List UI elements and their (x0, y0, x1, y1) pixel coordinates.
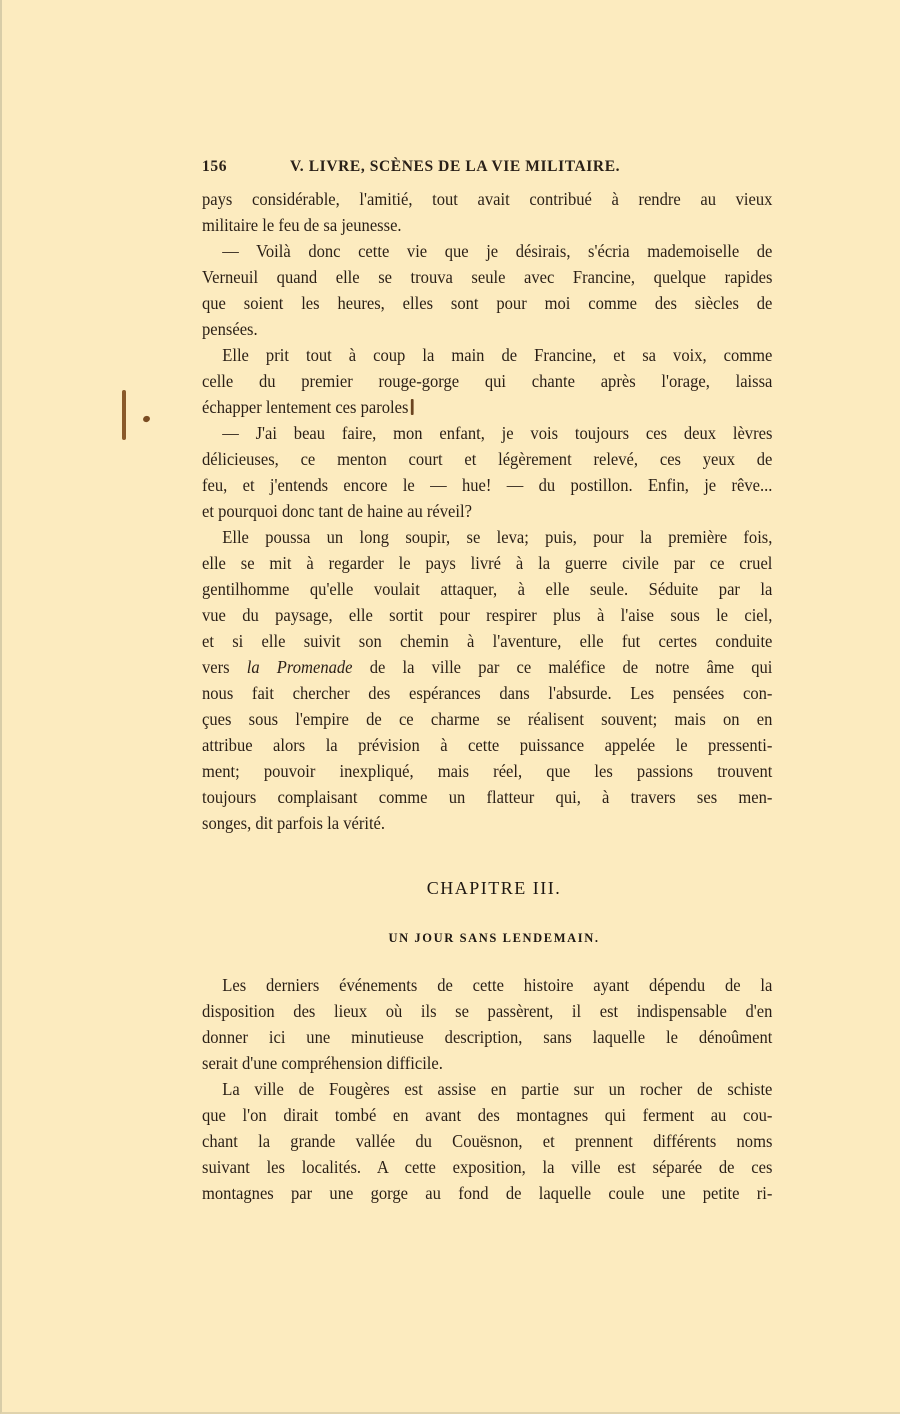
text-line: celle du premier rouge-gorge qui chante après l'orage, laissa (202, 371, 773, 391)
text-line: et si elle suivit son chemin à l'aventure, elle fut certes conduite (202, 631, 773, 651)
text-line: vue du paysage, elle sortit pour respirer plus à l'aise sous le ciel, (202, 605, 773, 625)
text-line-with-mark (202, 394, 772, 420)
text-line: militaire le feu de sa jeunesse. (202, 215, 402, 235)
text-line: disposition des lieux où ils se passèrent, il est indispensable d'en (202, 1001, 773, 1021)
text-line: toujours complaisant comme un flatteur qui, à travers ses men- (202, 787, 773, 807)
text-line: songes, dit parfois la vérité. (202, 813, 386, 833)
text-line: que soient les heures, elles sont pour moi comme des siècles de (202, 293, 773, 313)
text-line: La ville de Fougères est assise en partie sur un rocher de schiste (222, 1079, 773, 1099)
margin-annotation-bar (122, 390, 126, 440)
text-fragment: vers (202, 657, 247, 677)
page-number: 156 (202, 158, 228, 175)
running-head (202, 158, 787, 176)
text-line: Elle prit tout à coup la main de Francine, et sa voix, comme (222, 345, 773, 365)
text-line: feu, et j'entends encore le — hue! — du postillon. Enfin, je rêve... (202, 475, 773, 495)
text-line: gentilhomme qu'elle voulait attaquer, à elle seule. Séduite par la (202, 579, 773, 599)
margin-annotation-dot (142, 415, 151, 423)
text-line: — J'ai beau faire, mon enfant, je vois toujours ces deux lèvres (222, 423, 773, 443)
text-line: çues sous l'empire de ce charme se réalisent souvent; mais on en (202, 709, 773, 729)
text-line: chant la grande vallée du Couësnon, et prennent différents noms (202, 1131, 773, 1151)
text-line: suivant les localités. A cette exposition, la ville est séparée de ces (202, 1157, 773, 1177)
text-line: donner ici une minutieuse description, sans laquelle le dénoûment (202, 1027, 773, 1047)
text-line-promenade (202, 654, 772, 680)
text-line: nous fait chercher des espérances dans l'absurde. Les pensées con- (202, 683, 773, 703)
text-line: et pourquoi donc tant de haine au réveil? (202, 501, 472, 521)
text-line: ment; pouvoir inexpliqué, mais réel, que les passions trouvent (202, 761, 773, 781)
text-line: que l'on dirait tombé en avant des montagnes qui ferment au cou- (202, 1105, 773, 1125)
running-head-title: V. LIVRE, SCÈNES DE LA VIE MILITAIRE. (290, 158, 621, 175)
text-line: échapper lentement ces paroles (202, 397, 409, 417)
text-fragment: de la ville par ce maléfice de notre âme qui (352, 657, 773, 677)
text-line: serait d'une compréhension difficile. (202, 1053, 443, 1073)
text-line: elle se mit à regarder le pays livré à la guerre civile par ce cruel (202, 553, 773, 573)
text-line: — Voilà donc cette vie que je désirais, s'écria mademoiselle de (222, 241, 773, 261)
text-line: pays considérable, l'amitié, tout avait contribué à rendre au vieux (202, 189, 773, 209)
text-line: pensées. (202, 319, 258, 339)
text-line: Verneuil quand elle se trouva seule avec Francine, quelque rapides (202, 267, 773, 287)
text-line: Les derniers événements de cette histoire ayant dépendu de la (222, 975, 773, 995)
text-line: délicieuses, ce menton court et légèrement relevé, ces yeux de (202, 449, 773, 469)
text-line: montagnes par une gorge au fond de laquelle coule une petite ri- (202, 1183, 773, 1203)
inline-annotation-mark (411, 399, 414, 415)
chapter-title: CHAPITRE III. (426, 878, 562, 898)
text-line: attribue alors la prévision à cette puissance appelée le pressenti- (202, 735, 773, 755)
text-line: Elle poussa un long soupir, se leva; puis, pour la première fois, (222, 527, 773, 547)
body-text-section-1 (202, 186, 772, 836)
body-text-section-2 (202, 972, 772, 1206)
chapter-subtitle: UN JOUR SANS LENDEMAIN. (388, 931, 600, 945)
italic-place-name: la Promenade (246, 657, 353, 677)
